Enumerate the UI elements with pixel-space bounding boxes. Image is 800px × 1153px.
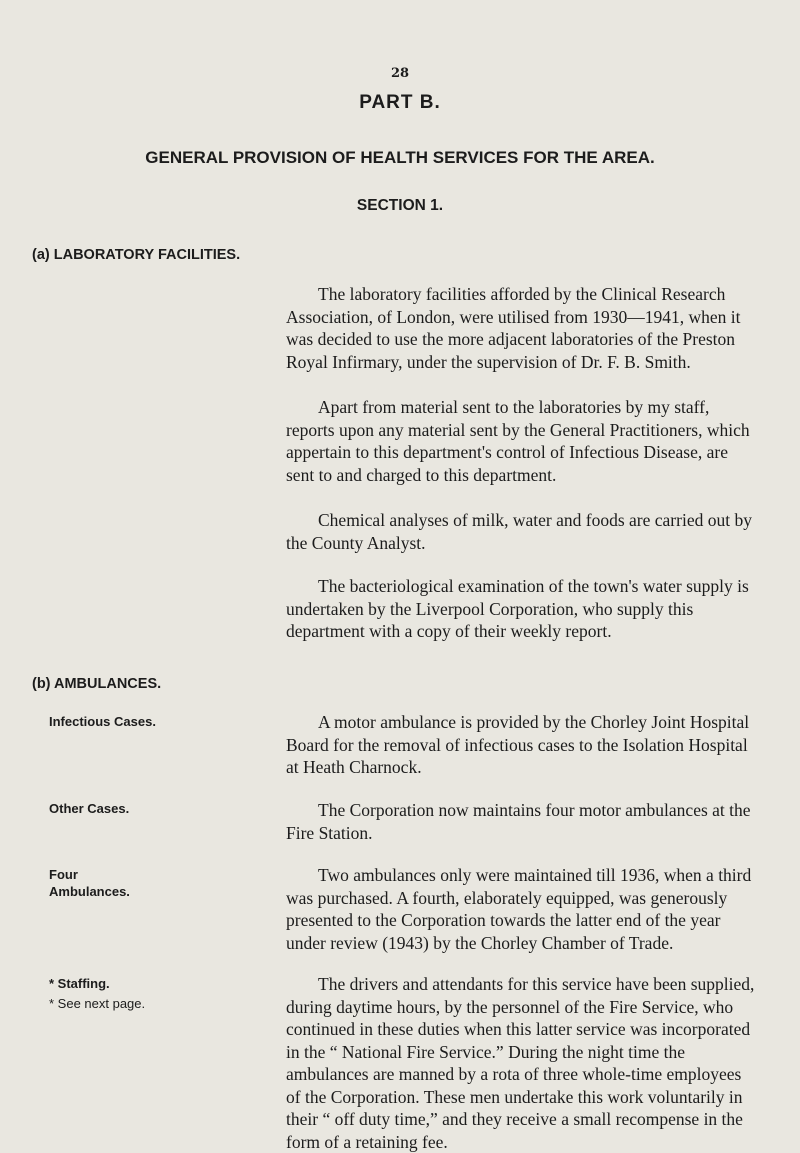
laboratory-paragraph: The laboratory facilities afforded by the Clinical Research Association, of London, were utilised from 1930—1941, when it was decided to use the more adjacent laboratories of the Preston Royal Infirmary, under the supervision of Dr. F. B. Smith. xyxy=(286,284,741,372)
laboratory-heading: (a) LABORATORY FACILITIES. xyxy=(32,247,241,263)
margin-note-staffing: * Staffing. xyxy=(49,976,110,991)
ambulance-paragraph: Two ambulances only were maintained till 1936, when a third was purchased. A fourth, elaborately equipped, was generously presented to the Corporation towards the latter end of the year under review (1943) by the Chorley Chamber of Trade. xyxy=(286,865,752,953)
laboratory-paragraph: Chemical analyses of milk, water and foods are carried out by the County Analyst. xyxy=(286,510,752,553)
part-title: PART B. xyxy=(359,92,441,113)
laboratory-paragraph: The bacteriological examination of the town's water supply is undertaken by the Liverpool Corporation, who supply this department with a copy of their weekly report. xyxy=(286,576,749,641)
ambulance-paragraph: The drivers and attendants for this service have been supplied, during daytime hours, by the personnel of the Fire Service, who continued in these duties when this latter service was incorporated in the “ National Fire Service.” During the night time the ambulances are manned by a rota of three whole-time employees of the Corporation. These men undertake this work voluntarily in their “ off duty time,” and they receive a small recompense in the form of a retaining fee. xyxy=(286,974,755,1152)
laboratory-paragraph: Apart from material sent to the laboratories by my staff, reports upon any material sent by the General Practitioners, which appertain to this department's control of Infectious Disease, are sent to and charged to this department. xyxy=(286,397,750,485)
margin-note-infectious: Infectious Cases. xyxy=(49,714,156,729)
section-heading: SECTION 1. xyxy=(356,197,444,214)
margin-note-four-ambulances: Four Ambulances. xyxy=(49,867,130,899)
ambulances-heading: (b) AMBULANCES. xyxy=(32,676,162,692)
page-number: 28 xyxy=(390,66,410,81)
margin-note-see-next-page: * See next page. xyxy=(49,996,146,1011)
margin-note-other: Other Cases. xyxy=(49,801,130,816)
main-heading: GENERAL PROVISION OF HEALTH SERVICES FOR THE AREA. xyxy=(145,148,655,167)
ambulance-paragraph: A motor ambulance is provided by the Chorley Joint Hospital Board for the removal of infectious cases to the Isolation Hospital at Heath Charnock. xyxy=(286,712,750,777)
ambulance-paragraph: The Corporation now maintains four motor ambulances at the Fire Station. xyxy=(286,800,751,843)
